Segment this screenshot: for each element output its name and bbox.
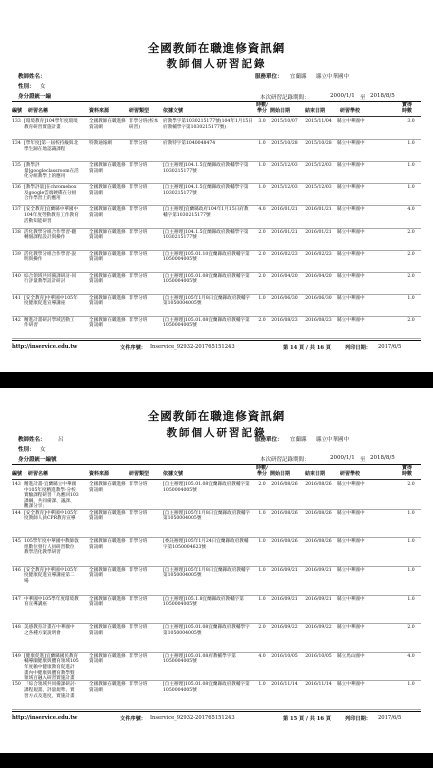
footer-page: 第 14 頁 / 共 16 頁 bbox=[283, 345, 331, 351]
cell-end: 2015/12/03 bbox=[305, 185, 332, 191]
cell-hrs: 1.0 bbox=[258, 141, 266, 147]
cell-type: 非學分班 bbox=[129, 229, 148, 235]
page-subtitle: 教師個人研習記錄 bbox=[166, 427, 267, 439]
col-credit: 實得時數 bbox=[401, 102, 412, 114]
cell-credit: 1.0 bbox=[407, 510, 415, 516]
gender-label: 性別： bbox=[18, 84, 35, 90]
col-type: 研習類型 bbox=[129, 471, 150, 477]
record-page-2 bbox=[0, 388, 433, 753]
cell-no: 150 bbox=[12, 682, 21, 688]
cell-name: [安全教育]中華國中105年度健康促進宣導講座 bbox=[24, 295, 78, 307]
cell-end: 2016/08/26 bbox=[305, 482, 332, 487]
footer-date: 2017/6/5 bbox=[378, 344, 402, 350]
cell-src: 全國教師在職進修資訊網 bbox=[89, 207, 126, 218]
cell-name: 「綜合領域共同備課研討-課程規畫、評量規準、實習方式及進度、實施計畫 bbox=[24, 682, 77, 699]
cell-name: 綜合領域共同備課研討-同行評量教學設計研討 bbox=[24, 273, 77, 285]
cell-name: [教學評量]googleclassroom在活化分組教學上的應用 bbox=[24, 163, 79, 180]
cell-school: 縣立中華國中 bbox=[337, 229, 365, 235]
footer-page: 第 15 頁 / 共 16 頁 bbox=[283, 716, 331, 722]
cell-src: 全國教師在職進修資訊網 bbox=[89, 682, 126, 693]
cell-end: 2016/01/21 bbox=[305, 229, 332, 235]
cell-credit: 2.0 bbox=[407, 482, 415, 487]
col-end: 結束日期 bbox=[305, 108, 326, 114]
footer-date-label: 列印日期： bbox=[345, 716, 371, 722]
col-credit: 實得時數 bbox=[401, 465, 412, 477]
cell-src: 全國教師在職進修資訊網 bbox=[89, 653, 126, 665]
col-school: 研習學校 bbox=[340, 108, 361, 114]
cell-start: 2015/10/07 bbox=[271, 119, 298, 124]
cell-name: 美感教育計畫在中華國中之各種方案說明會 bbox=[24, 625, 75, 636]
cell-doc: [自主辦理]宜蘭縣政府104年1月15日府教輔字第1030215177號 bbox=[163, 207, 249, 218]
table-row bbox=[12, 141, 421, 161]
cell-doc: [委託辦理]105年1月24日宜蘭縣政府教輔字第1050004623號 bbox=[163, 539, 249, 550]
cell-end: 2016/09/21 bbox=[305, 596, 332, 602]
cell-name: 活化教學分組合作學習-說明與操作 bbox=[24, 251, 77, 263]
service-school: 縣立中華國中 bbox=[316, 437, 350, 443]
bottom-bar bbox=[0, 753, 433, 768]
cell-hrs: 1.0 bbox=[258, 596, 266, 602]
cell-no: 135 bbox=[12, 163, 21, 169]
cell-type: 非學分班 bbox=[129, 596, 148, 602]
cell-credit: 2.0 bbox=[407, 251, 415, 257]
cell-no: 140 bbox=[12, 273, 21, 279]
cell-end: 2015/10/28 bbox=[305, 141, 332, 147]
cell-name: [健康促進]宜蘭縣國民教育輔導團健康與體育領域105年度賴中健康教育促進計畫內中健康與體育教學暨領域百融入研習實施計畫 bbox=[24, 653, 79, 682]
cell-credit: 1.0 bbox=[407, 295, 415, 301]
footer-serial: Inservice_92932-201765151243 bbox=[150, 344, 235, 350]
record-page-1 bbox=[0, 0, 433, 372]
cell-doc: [自主辦理]105.01.08宜蘭縣政府教輔學字第1050004005號 bbox=[163, 625, 250, 636]
period-to: 2018/8/5 bbox=[370, 455, 395, 461]
cell-school: 縣立中華國中 bbox=[337, 207, 365, 213]
cell-no: 146 bbox=[12, 567, 21, 573]
service-label: 服務單位： bbox=[255, 74, 283, 80]
cell-school: 縣立中華國中 bbox=[337, 163, 365, 169]
cell-start: 2016/04/20 bbox=[271, 273, 298, 279]
period-to: 2018/8/5 bbox=[370, 93, 395, 99]
footer-date-label: 列印日期： bbox=[345, 345, 371, 351]
table-row bbox=[12, 568, 421, 595]
row-divider bbox=[12, 709, 421, 710]
table-row bbox=[12, 511, 421, 538]
divider bbox=[12, 101, 421, 102]
cell-end: 2016/04/20 bbox=[305, 273, 332, 279]
cell-src: 全國教師在職進修資訊網 bbox=[89, 229, 126, 241]
cell-end: 2016/08/26 bbox=[305, 510, 332, 516]
col-no: 編號 bbox=[12, 108, 23, 114]
cell-hrs: 4.0 bbox=[258, 653, 266, 659]
cell-type: 非學分班 bbox=[129, 510, 148, 516]
cell-credit: 1.0 bbox=[407, 567, 415, 573]
cell-start: 2016/08/23 bbox=[271, 317, 298, 323]
cell-src: 特教通報網 bbox=[89, 141, 112, 147]
row-divider bbox=[12, 294, 421, 295]
footer-date: 2017/6/5 bbox=[378, 715, 402, 721]
cell-src: 全國教師在職進修資訊網 bbox=[89, 567, 126, 579]
cell-src: 全國教師在職進修資訊網 bbox=[89, 625, 126, 636]
period-to-prefix: 至 bbox=[360, 457, 366, 463]
cell-no: 142 bbox=[12, 317, 21, 323]
cell-credit: 2.0 bbox=[407, 273, 415, 279]
cell-type: 非學分班 bbox=[129, 625, 148, 631]
cell-src: 全國教師在職進修資訊網 bbox=[89, 510, 126, 522]
cell-type: 非學分班 bbox=[129, 682, 148, 688]
cell-credit: 1.0 bbox=[407, 185, 415, 191]
cell-src: 全國教師在職進修資訊網 bbox=[89, 251, 126, 263]
divider bbox=[12, 711, 421, 712]
cell-end: 2015/11/04 bbox=[305, 119, 332, 124]
teacher-name-value: 呂 bbox=[58, 437, 64, 443]
cell-doc: [自主辦理]104.1.5宜蘭縣政府教輔學字第1030215177號 bbox=[163, 163, 249, 174]
footer-url: http://inservice.edu.tw bbox=[12, 344, 78, 350]
footer-serial-label: 文件序號： bbox=[120, 716, 146, 722]
period-label: 本次研習記錄期間： bbox=[260, 457, 310, 463]
col-start: 開始日期 bbox=[270, 108, 291, 114]
cell-hrs: 1.0 bbox=[258, 295, 266, 301]
cell-credit: 2.0 bbox=[407, 229, 415, 235]
cell-hrs: 2.0 bbox=[258, 317, 266, 323]
cell-start: 2016/09/21 bbox=[271, 596, 298, 602]
cell-doc: [自主辦理]105.01.08宜蘭縣政府教輔字第1050004005號 bbox=[163, 273, 250, 285]
row-divider bbox=[12, 316, 421, 317]
table-row bbox=[12, 482, 421, 509]
cell-src: 全國教師在職進修資訊網 bbox=[89, 539, 126, 550]
table-row bbox=[12, 318, 421, 338]
cell-type: 非學分班 bbox=[129, 251, 148, 257]
cell-doc: [自主辦理]105年1月8日宜蘭縣政府教輔字第1050004005號 bbox=[163, 295, 251, 307]
cell-end: 2016/02/23 bbox=[305, 251, 332, 257]
cell-end: 2015/12/03 bbox=[305, 163, 332, 169]
cell-name: [安全教育]宜蘭縣中華國中104年度勞動教育工作教育活動知能研習 bbox=[24, 207, 79, 224]
teacher-name-label: 教師姓名： bbox=[18, 437, 46, 443]
cell-type: 非學分班 bbox=[129, 539, 148, 545]
table-row bbox=[12, 185, 421, 205]
cell-start: 2016/11/14 bbox=[271, 682, 298, 688]
cell-src: 全國教師在職進修資訊網 bbox=[89, 295, 126, 307]
col-end: 結束日期 bbox=[305, 471, 326, 477]
cell-start: 2016/08/26 bbox=[271, 510, 298, 516]
cell-no: 143 bbox=[12, 482, 21, 487]
col-source: 資料來源 bbox=[89, 108, 110, 114]
divider bbox=[12, 116, 421, 117]
table-row bbox=[12, 230, 421, 250]
col-name: 研習名稱 bbox=[28, 471, 49, 477]
cell-start: 2016/10/05 bbox=[271, 653, 298, 659]
period-to-prefix: 至 bbox=[360, 95, 366, 101]
col-type: 研習類型 bbox=[129, 108, 150, 114]
cell-end: 2016/08/23 bbox=[305, 317, 332, 323]
cell-school: 縣立中華國中 bbox=[337, 596, 365, 602]
cell-type: 非學分班 bbox=[129, 295, 148, 301]
cell-doc: 府教特字第1040048474 bbox=[163, 141, 216, 147]
cell-end: 2016/06/30 bbox=[305, 295, 332, 301]
cell-credit: 3.0 bbox=[407, 119, 415, 124]
cell-credit: 1.0 bbox=[407, 539, 415, 545]
footer-serial: Inservice_92932-201765151243 bbox=[150, 715, 235, 721]
col-doc: 依據文號 bbox=[163, 108, 184, 114]
col-start: 開始日期 bbox=[270, 471, 291, 477]
cell-school: 縣立中華國中 bbox=[337, 251, 365, 257]
col-school: 研習學校 bbox=[340, 471, 361, 477]
cell-no: 137 bbox=[12, 207, 21, 213]
row-divider bbox=[12, 338, 421, 339]
cell-school: 縣立中華國中 bbox=[337, 567, 365, 573]
cell-credit: 1.0 bbox=[407, 141, 415, 147]
cell-doc: [自主辦理]105年1月8日宜蘭縣政府教輔字第1050004005號 bbox=[163, 510, 251, 522]
col-name: 研習名稱 bbox=[28, 108, 49, 114]
cell-no: 138 bbox=[12, 229, 21, 235]
id-label: 身分證統一編 bbox=[18, 94, 52, 100]
cell-end: 2016/08/26 bbox=[305, 539, 332, 545]
cell-hrs: 1.0 bbox=[258, 185, 266, 191]
cell-start: 2016/01/21 bbox=[271, 229, 298, 235]
cell-type: 非學分班 bbox=[129, 653, 148, 659]
cell-doc: 府教學字第1030215177號(104年1月15日府教輔學字第1030215177號) bbox=[163, 119, 253, 130]
cell-credit: 2.0 bbox=[407, 625, 415, 631]
cell-start: 2015/12/03 bbox=[271, 185, 298, 191]
row-divider bbox=[12, 250, 421, 251]
cell-src: 全國教師在職進修資訊網 bbox=[89, 596, 126, 608]
cell-type: 非學分班 bbox=[129, 273, 148, 279]
row-divider bbox=[12, 566, 421, 567]
table-row bbox=[12, 163, 421, 183]
cell-doc: [自主辦理]105.01.10宜蘭縣政府教輔字第1050004005號 bbox=[163, 251, 250, 263]
cell-school: 縣立中華國中 bbox=[337, 625, 365, 631]
cell-school: 縣立中華國中 bbox=[337, 317, 365, 323]
cell-doc: [自主辦理]105年1月8日宜蘭縣政府教輔字第1050004005號 bbox=[163, 567, 251, 579]
cell-hrs: 4.0 bbox=[258, 207, 266, 213]
cell-school: 縣立中華國中 bbox=[337, 682, 365, 688]
cell-name: [安全教育]中華國中105年度健康促進宣導講座第二場 bbox=[24, 567, 78, 585]
cell-no: 148 bbox=[12, 625, 21, 631]
cell-hrs: 1.0 bbox=[258, 163, 266, 169]
cell-doc: [自主辦理]105.1.8宜蘭縣政府教輔字第1050004005號 bbox=[163, 596, 244, 608]
table-row bbox=[12, 654, 421, 681]
cell-credit: 1.0 bbox=[407, 682, 415, 688]
row-divider bbox=[12, 228, 421, 229]
cell-no: 141 bbox=[12, 295, 21, 301]
cell-hrs: 2.0 bbox=[258, 251, 266, 257]
cell-doc: [自主辦理]105.01.08府教輔學字第1050004005號 bbox=[163, 653, 236, 665]
row-divider bbox=[12, 595, 421, 596]
cell-no: 139 bbox=[12, 251, 21, 257]
divider bbox=[12, 464, 421, 465]
cell-type: 非學分班 bbox=[129, 163, 148, 169]
cell-end: 2016/11/14 bbox=[305, 682, 332, 688]
cell-src: 全國教師在職進修資訊網 bbox=[89, 317, 126, 329]
cell-start: 2016/01/21 bbox=[271, 207, 298, 213]
cell-name: [環境教育]104學年度環境教育研習實施計畫 bbox=[24, 119, 78, 130]
col-hours: 時數/學分 bbox=[256, 102, 268, 114]
cell-school: 縣立中華國中 bbox=[337, 141, 365, 147]
row-divider bbox=[12, 272, 421, 273]
cell-name: [安全教育]中華國中105年度教師人員CPR教育宣導 bbox=[24, 510, 78, 522]
footer-url: http://inservice.edu.tw bbox=[12, 715, 78, 721]
cell-school: 縣立中華國中 bbox=[337, 273, 365, 279]
page-title: 全國教師在職進修資訊網 bbox=[147, 409, 286, 423]
cell-hrs: 2.0 bbox=[258, 482, 266, 487]
row-divider bbox=[12, 139, 421, 140]
cell-type: 非學分班 bbox=[129, 482, 148, 487]
table-row bbox=[12, 274, 421, 294]
table-row bbox=[12, 252, 421, 272]
service-school: 縣立中華國中 bbox=[316, 74, 350, 80]
cell-start: 2016/06/30 bbox=[271, 295, 298, 301]
cell-start: 2016/09/22 bbox=[271, 625, 298, 631]
cell-type: 非學分班 bbox=[129, 207, 148, 213]
cell-name: [學年度]第一屆校持級與北學生歸在地認識課程 bbox=[24, 141, 79, 152]
id-label: 身分證統一編號 bbox=[18, 457, 57, 463]
cell-type: 非學分班 bbox=[129, 567, 148, 573]
cell-end: 2016/01/21 bbox=[305, 207, 332, 213]
cell-start: 2016/08/26 bbox=[271, 539, 298, 545]
cell-credit: 1.0 bbox=[407, 163, 415, 169]
teacher-name-label: 教師姓名： bbox=[18, 74, 46, 80]
cell-no: 133 bbox=[12, 119, 21, 124]
table-row bbox=[12, 625, 421, 652]
cell-hrs: 1.0 bbox=[258, 682, 266, 688]
cell-no: 149 bbox=[12, 653, 21, 659]
cell-src: 全國教師在職進修資訊網 bbox=[89, 482, 126, 493]
cell-credit: 2.0 bbox=[407, 317, 415, 323]
cell-start: 2016/08/26 bbox=[271, 482, 298, 487]
cell-type: 非學分班 bbox=[129, 141, 148, 147]
cell-name: [教學評量]在chromebox及google雲端硬碟在分組合作學習上的應用 bbox=[24, 185, 77, 202]
cell-school: 縣立中華國中 bbox=[337, 185, 365, 191]
divider bbox=[12, 340, 421, 341]
cell-no: 145 bbox=[12, 539, 21, 545]
cell-no: 136 bbox=[12, 185, 21, 191]
row-divider bbox=[12, 509, 421, 510]
cell-school: 縣立中華國中 bbox=[337, 510, 365, 516]
col-doc: 依據文號 bbox=[163, 471, 184, 477]
cell-school: 縣立馬山國中 bbox=[337, 653, 365, 659]
cell-hrs: 2.0 bbox=[258, 229, 266, 235]
cell-end: 2016/09/21 bbox=[305, 567, 332, 573]
gender-value: 女 bbox=[40, 447, 46, 453]
cell-hrs: 1.0 bbox=[258, 539, 266, 545]
cell-credit: 1.0 bbox=[407, 596, 415, 602]
cell-school: 縣立中華國中 bbox=[337, 482, 365, 487]
table-row bbox=[12, 539, 421, 566]
service-county: 宜蘭縣 bbox=[290, 437, 307, 443]
divider bbox=[12, 479, 421, 480]
cell-name: 精進計畫-宜蘭縣立中華國中105年度精進教學-分校實驗課程研習「為應回103課綱，共同備課、議課、觀課分享」 bbox=[24, 482, 79, 510]
col-source: 資料來源 bbox=[89, 471, 110, 477]
service-label: 服務單位： bbox=[255, 437, 283, 443]
cell-start: 2016/09/21 bbox=[271, 567, 298, 573]
cell-end: 2016/10/05 bbox=[305, 653, 332, 659]
cell-school: 縣立中華國中 bbox=[337, 295, 365, 301]
table-row bbox=[12, 207, 421, 227]
cell-name: 105學年度中華國中教師敦煌數位發行人員研習數位教學活化教學研習 bbox=[24, 539, 79, 556]
period-from: 2000/1/1 bbox=[330, 455, 355, 461]
cell-doc: [自主辦理]104.1.5宜蘭縣政府教輔學字第1030215177號 bbox=[163, 229, 249, 241]
row-divider bbox=[12, 652, 421, 653]
cell-school: 縣立中華國中 bbox=[337, 119, 365, 124]
footer-serial-label: 文件序號： bbox=[120, 345, 146, 351]
cell-src: 全國教師在職進修資訊網 bbox=[89, 185, 126, 196]
row-divider bbox=[12, 623, 421, 624]
cell-type: 非學分班(校本研習) bbox=[129, 119, 159, 130]
cell-end: 2016/09/22 bbox=[305, 625, 332, 631]
cell-hrs: 1.0 bbox=[258, 567, 266, 573]
cell-no: 144 bbox=[12, 510, 21, 516]
period-label: 本次研習記錄期間： bbox=[260, 95, 310, 101]
cell-credit: 4.0 bbox=[407, 207, 415, 213]
cell-doc: [自主辦理]105.01.08宜蘭縣政府教輔字第1050004005號 bbox=[163, 682, 250, 693]
cell-doc: [自主辦理]105.01.08宜蘭縣政府教輔字第1050004005號 bbox=[163, 482, 250, 493]
gender-label: 性別： bbox=[18, 447, 35, 453]
cell-no: 134 bbox=[12, 141, 21, 147]
table-row bbox=[12, 119, 421, 139]
cell-credit: 4.0 bbox=[407, 653, 415, 659]
cell-type: 非學分班 bbox=[129, 185, 148, 191]
period-from: 2000/1/1 bbox=[330, 93, 355, 99]
cell-doc: [自主辦理]104.1.5宜蘭縣政府教輔學字第1030215177號 bbox=[163, 185, 249, 196]
cell-src: 全國教師在職進修資訊網 bbox=[89, 119, 126, 130]
col-hours: 時數/學分 bbox=[256, 465, 268, 477]
table-row bbox=[12, 682, 421, 709]
cell-src: 全國教師在職進修資訊網 bbox=[89, 273, 126, 285]
cell-hrs: 2.0 bbox=[258, 625, 266, 631]
table-row bbox=[12, 597, 421, 624]
cell-start: 2016/02/23 bbox=[271, 251, 298, 257]
gender-value: 女 bbox=[40, 84, 46, 90]
page-title: 全國教師在職進修資訊網 bbox=[147, 41, 286, 55]
service-county: 宜蘭縣 bbox=[290, 74, 307, 80]
cell-start: 2015/10/28 bbox=[271, 141, 298, 147]
cell-school: 縣立中華國中 bbox=[337, 539, 365, 545]
cell-start: 2015/12/03 bbox=[271, 163, 298, 169]
cell-hrs: 2.0 bbox=[258, 273, 266, 279]
table-row bbox=[12, 296, 421, 316]
cell-name: 中華國中105學年度環境教育宣導講座 bbox=[24, 596, 79, 608]
cell-type: 非學分班 bbox=[129, 317, 148, 323]
cell-doc: [自主辦理]105.01.08宜蘭縣政府教輔字第1050004005號 bbox=[163, 317, 250, 329]
cell-hrs: 1.0 bbox=[258, 510, 266, 516]
page-subtitle: 教師個人研習記錄 bbox=[166, 58, 267, 70]
cell-name: 精進計畫研討學域活動工作研習 bbox=[24, 317, 75, 329]
cell-name: 活化教學分組合作學習-翻轉個課程設計與操作 bbox=[24, 229, 77, 241]
cell-src: 全國教師在職進修資訊網 bbox=[89, 163, 126, 174]
cell-hrs: 3.0 bbox=[258, 119, 266, 124]
cell-no: 147 bbox=[12, 596, 21, 602]
col-no: 編號 bbox=[12, 471, 23, 477]
